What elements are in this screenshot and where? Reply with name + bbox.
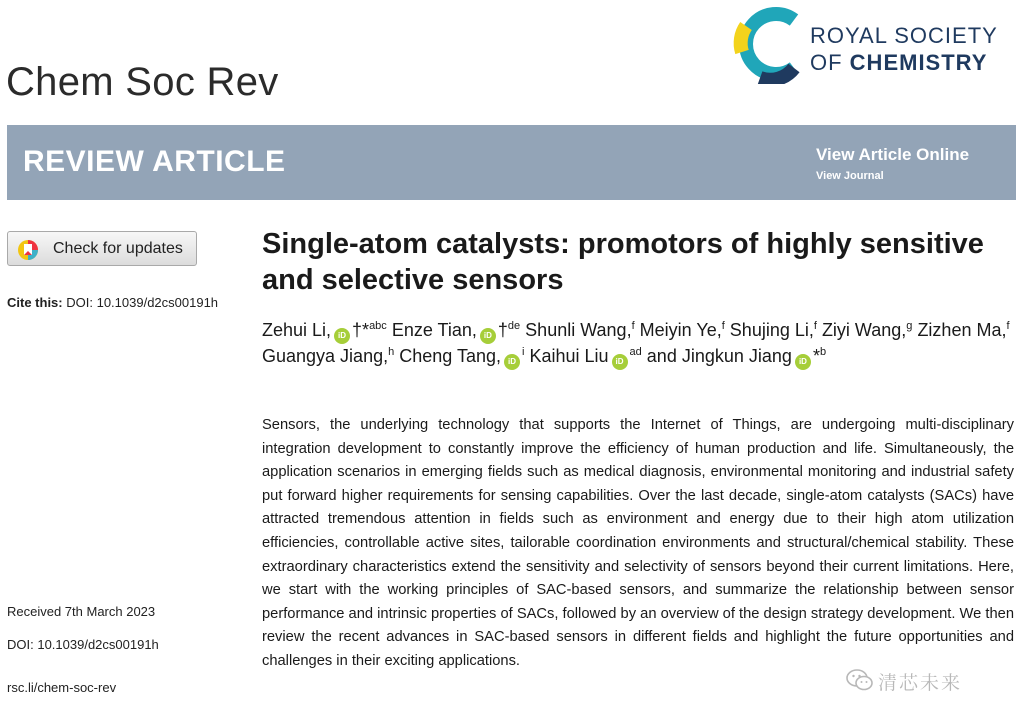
author-affiliation[interactable]: abc bbox=[369, 320, 387, 332]
check-for-updates-label: Check for updates bbox=[53, 240, 183, 257]
author-mark: †* bbox=[352, 320, 370, 340]
author-list bbox=[262, 318, 1022, 370]
author bbox=[529, 346, 641, 366]
author bbox=[525, 320, 634, 340]
orcid-icon[interactable]: iD bbox=[795, 354, 811, 370]
author-name: Guangya Jiang, bbox=[262, 346, 389, 366]
watermark-text: 清芯未来 bbox=[878, 673, 963, 694]
orcid-icon[interactable]: iD bbox=[504, 354, 520, 370]
cite-label: Cite this: bbox=[7, 295, 63, 310]
author-name: and bbox=[646, 346, 677, 366]
author bbox=[917, 320, 1009, 340]
author-name: Meiyin Ye, bbox=[639, 320, 722, 340]
author-affiliation[interactable]: de bbox=[507, 320, 521, 332]
author-name: Shujing Li, bbox=[729, 320, 814, 340]
author-name: Zizhen Ma, bbox=[917, 320, 1007, 340]
article-type: REVIEW ARTICLE bbox=[23, 145, 286, 178]
author-affiliation[interactable]: b bbox=[819, 346, 827, 358]
received-date: Received 7th March 2023 bbox=[7, 604, 156, 619]
view-article-online-link[interactable]: View Article Online bbox=[816, 145, 970, 164]
author-name: Kaihui Liu bbox=[529, 346, 609, 366]
author bbox=[822, 320, 912, 340]
author-affiliation[interactable]: h bbox=[388, 346, 395, 358]
article-doi[interactable]: DOI: 10.1039/d2cs00191h bbox=[7, 637, 159, 652]
author-mark: † bbox=[497, 320, 508, 340]
author-name: Cheng Tang, bbox=[399, 346, 501, 366]
article-title: Single-atom catalysts: promotors of highly sensitive and selective sensors bbox=[262, 228, 984, 296]
author bbox=[262, 320, 387, 340]
article-banner bbox=[7, 125, 1016, 200]
journal-name: Chem Soc Rev bbox=[6, 60, 279, 104]
check-for-updates-button[interactable] bbox=[7, 231, 197, 266]
author-name: Shunli Wang, bbox=[525, 320, 632, 340]
author-affiliation[interactable]: ad bbox=[629, 346, 642, 358]
author bbox=[262, 346, 394, 366]
author bbox=[392, 320, 520, 340]
author-affiliation[interactable]: g bbox=[906, 320, 913, 332]
author-name: Zehui Li, bbox=[262, 320, 332, 340]
author bbox=[682, 346, 826, 366]
author-affiliation[interactable]: f bbox=[1006, 320, 1010, 332]
author bbox=[647, 346, 677, 366]
publisher-name-bold: CHEMISTRY bbox=[849, 50, 988, 75]
publisher-logo[interactable] bbox=[732, 6, 1018, 84]
author-affiliation[interactable]: f bbox=[721, 320, 725, 332]
rsc-logo-icon bbox=[732, 6, 806, 84]
publisher-name-line2 bbox=[810, 50, 987, 76]
publisher-name-line1: ROYAL SOCIETY bbox=[810, 23, 998, 48]
publisher-name-prefix: OF bbox=[810, 50, 850, 75]
journal-short-url[interactable]: rsc.li/chem-soc-rev bbox=[7, 680, 117, 695]
author-name: Enze Tian, bbox=[391, 320, 477, 340]
orcid-icon[interactable]: iD bbox=[612, 354, 628, 370]
author bbox=[640, 320, 725, 340]
abstract: Sensors, the underlying technology that supports the Internet of Things, are undergoing multi-disciplinary integration development to constantly improve the efficiency of human production and life. Simultaneously, the application scenarios in emerging fields such as medical diagnosis, environmental monitoring and industrial safety put forward higher requirements for sensing capabilities. Over the last decade, single-atom catalysts (SACs) have attracted tremendous attention in fields such as environment and energy due to their high atom utilization efficiencies, controllable active sites, tailorable coordination environments and structural/chemical stability. These extraordinary characteristics extend the sensitivity and selectivity of sensors beyond their current limitations. Here, we start with the working principles of SAC-based sensors, and summarize the relationship between sensor performance and intrinsic properties of SACs, followed by an overview of the design strategy development. We then review the recent advances in SAC-based sensors in different fields and highlight the future opportunities and challenges in their exciting applications. bbox=[262, 417, 1014, 669]
author-name: Jingkun Jiang bbox=[681, 346, 792, 366]
view-journal-link[interactable]: View Journal bbox=[816, 170, 884, 182]
crossmark-icon bbox=[17, 239, 39, 261]
author-affiliation[interactable]: i bbox=[522, 346, 525, 358]
author bbox=[399, 346, 524, 366]
watermark bbox=[846, 668, 1016, 694]
orcid-icon[interactable]: iD bbox=[334, 328, 350, 344]
orcid-icon[interactable]: iD bbox=[480, 328, 496, 344]
author bbox=[730, 320, 817, 340]
author-mark: * bbox=[812, 346, 820, 366]
author-affiliation[interactable]: f bbox=[631, 320, 635, 332]
cite-this bbox=[7, 295, 218, 310]
cite-doi[interactable]: DOI: 10.1039/d2cs00191h bbox=[66, 295, 219, 310]
author-affiliation[interactable]: f bbox=[813, 320, 817, 332]
author-name: Ziyi Wang, bbox=[821, 320, 907, 340]
wechat-icon bbox=[846, 669, 874, 691]
